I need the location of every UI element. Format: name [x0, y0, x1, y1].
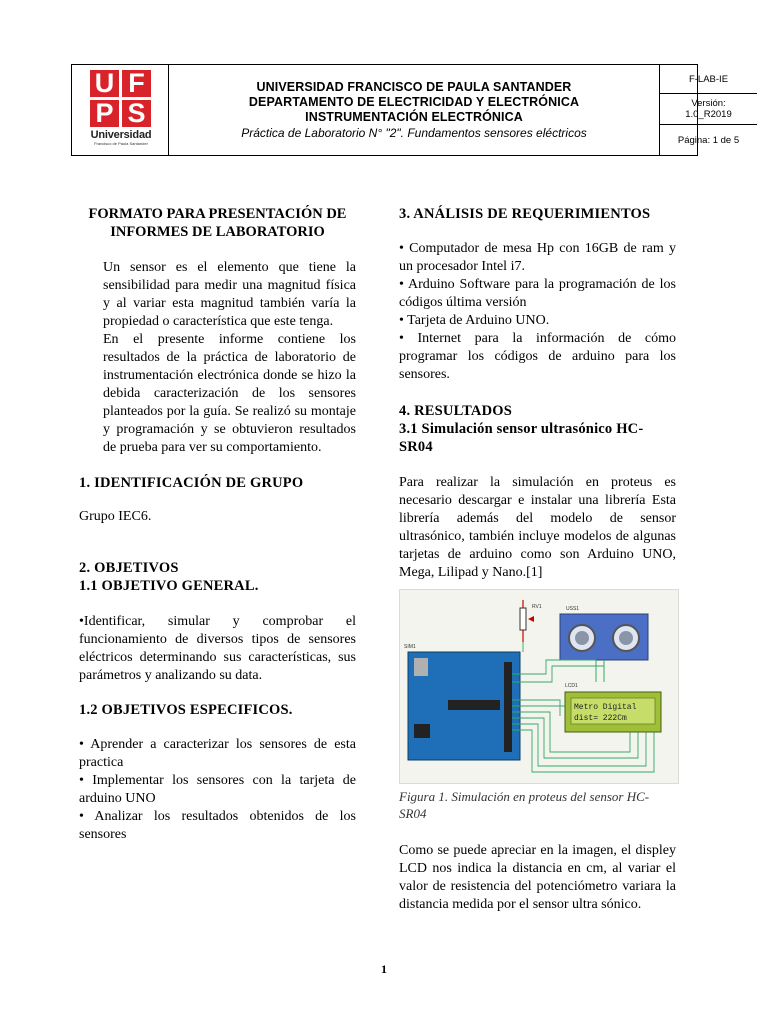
figure-explanation-paragraph: Como se puede apreciar en la imagen, el displey LCD nos indica la distancia en cm, al variar el valor de resistencia del potenciómetro variara la distancia medida por el sensor ultra sónico. [399, 843, 676, 912]
list-item: • Aprender a caracterizar los sensores de esta practica [79, 737, 356, 770]
list-item: • Implementar los sensores con la tarjeta de arduino UNO [79, 773, 356, 806]
subheading-ultrasonic-sim: 3.1 Simulación sensor ultrasónico HC- SR04 [399, 421, 644, 455]
version-value: 1.0_R2019 [685, 109, 732, 120]
list-item: • Arduino Software para la programación de los códigos última versión [399, 277, 676, 310]
svg-text:RV1: RV1 [532, 604, 542, 610]
circuit-schematic [400, 590, 678, 783]
figure-caption: Figura 1. Simulación en proteus del sensor HC-SR04 [399, 789, 650, 821]
document-header [71, 64, 740, 156]
svg-text:LCD1: LCD1 [565, 683, 578, 689]
version-cell [660, 94, 757, 125]
version-label: Versión: [691, 98, 726, 109]
section-heading-2: 2. OBJETIVOS [79, 560, 179, 576]
lcd-line-1: Metro Digital [574, 703, 637, 712]
department-name: DEPARTAMENTO DE ELECTRICIDAD Y ELECTRÓNICA [248, 94, 580, 109]
form-code: F-LAB-IE [660, 65, 757, 94]
section-heading-1: 1. IDENTIFICACIÓN DE GRUPO [79, 475, 304, 491]
section-heading-3: 3. ANÁLISIS DE REQUERIMIENTOS [399, 206, 651, 222]
header-title-cell [169, 65, 660, 155]
logo-subtitle: Francisco de Paula Santander [94, 141, 148, 146]
specific-objectives-list [79, 736, 356, 844]
simulation-paragraph: Para realizar la simulación en proteus es necesario descargar e instalar una librería Esta librería además del modelo de sensor ultrasónico, también incluye modelos de algunas tarjetas de arduino como son Arduino UNO, Mega, Lilipad y Nano.[1] [399, 475, 676, 580]
right-column [399, 200, 676, 914]
logo-cell [72, 65, 169, 155]
ufps-logo [90, 70, 152, 146]
group-text: Grupo IEC6. [79, 509, 152, 524]
logo-letter-s: S [122, 100, 151, 127]
intro-paragraph-2: En el presente informe contiene los resultados de la práctica de laboratorio de instrumentación electrónica donde se hizo la debida caracterización de los sensores planteados por la guía. Se realizó su montaje y programación y se obtuvieron resultados de prueba para ver su comportamiento. [103, 332, 356, 455]
section-heading-4: 4. RESULTADOS [399, 403, 512, 419]
course-name: INSTRUMENTACIÓN ELECTRÓNICA [305, 109, 523, 124]
logo-letter-u: U [90, 70, 119, 97]
practice-title: Práctica de Laboratorio N° "2". Fundamentos sensores eléctricos [241, 125, 587, 140]
general-objective-text: •Identificar, simular y comprobar el funcionamiento de diversos tipos de sensores eléctricos determinando sus características, sus parámetros y analizando su data. [79, 614, 356, 683]
svg-text:SIM1: SIM1 [404, 644, 416, 650]
list-item: • Analizar los resultados obtenidos de los sensores [79, 809, 356, 842]
list-item: • Internet para la información de cómo programar los códigos de arduino para los sensores. [399, 331, 676, 382]
report-title: FORMATO PARA PRESENTACIÓN DE INFORMES DE LABORATORIO [88, 206, 347, 240]
intro-paragraph-1: Un sensor es el elemento que tiene la sensibilidad para medir una magnitud física y al variar esta magnitud también varía la propiedad o característica que este tenga. [103, 260, 356, 329]
proteus-simulation-figure [399, 589, 679, 784]
subheading-specific-objectives: 1.2 OBJETIVOS ESPECIFICOS. [79, 702, 293, 718]
logo-letter-f: F [122, 70, 151, 97]
requirements-list [399, 240, 676, 384]
logo-letter-p: P [90, 100, 119, 127]
logo-wordmark: Universidad [90, 129, 152, 141]
svg-text:USS1: USS1 [566, 606, 580, 612]
lcd-line-2: dist= 222Cm [574, 714, 627, 723]
potentiometer-icon [520, 608, 526, 630]
list-item: • Computador de mesa Hp con 16GB de ram y un procesador Intel i7. [399, 241, 676, 274]
list-item: • Tarjeta de Arduino UNO. [399, 313, 550, 328]
university-name: UNIVERSIDAD FRANCISCO DE PAULA SANTANDER [256, 79, 572, 94]
subheading-general-objective: 1.1 OBJETIVO GENERAL. [79, 578, 259, 594]
page-count: Página: 1 de 5 [677, 134, 740, 146]
left-column [79, 200, 356, 844]
page-number: 1 [381, 962, 387, 976]
